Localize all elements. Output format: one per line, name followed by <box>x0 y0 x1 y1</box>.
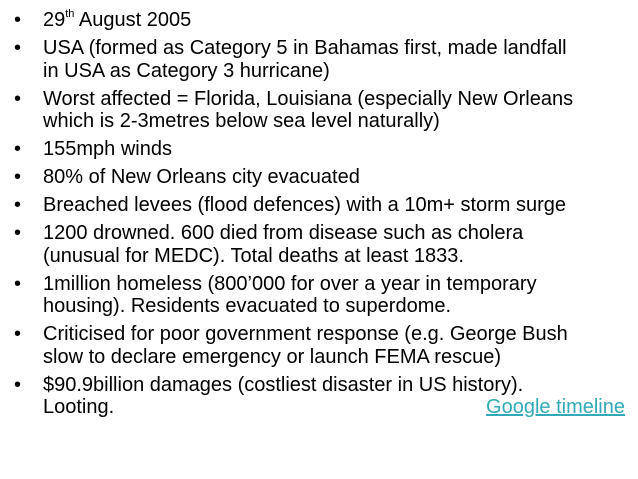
bullet-text-line: 155mph winds <box>43 138 172 160</box>
bullet-marker: • <box>14 194 22 216</box>
bullet-marker: • <box>14 138 22 160</box>
bullet-levees <box>14 194 624 217</box>
bullet-text-line: $90.9billion damages (costliest disaster in US history). <box>43 373 524 396</box>
bullet-evacuated <box>14 166 624 189</box>
bullet-marker: • <box>14 37 22 59</box>
bullet-worst-affected <box>14 88 624 133</box>
date-day: 29 <box>43 9 66 31</box>
bullet-text-line: Worst affected = Florida, Louisiana (especially New Orleans <box>43 87 574 110</box>
bullet-location <box>14 37 624 82</box>
bullet-date <box>14 9 624 32</box>
bullet-deaths <box>14 222 624 267</box>
bullet-last-line <box>43 396 625 419</box>
bullet-marker: • <box>14 272 22 295</box>
bullet-text-line: 1200 drowned. 600 died from disease such as cholera <box>43 222 524 244</box>
date-rest: August 2005 <box>74 9 192 31</box>
bullet-marker: • <box>14 166 22 188</box>
bullet-marker: • <box>14 373 22 396</box>
bullet-criticised <box>14 323 624 368</box>
looting-text: Looting. <box>43 396 115 418</box>
bullet-text-line: in USA as Category 3 hurricane) <box>43 59 330 82</box>
bullet-damages <box>14 374 624 419</box>
bullet-text-line: 1million homeless (800’000 for over a year in temporary <box>43 272 537 295</box>
bullet-homeless <box>14 273 624 318</box>
bullet-winds <box>14 138 624 161</box>
bullet-text-line: Criticised for poor government response (e.g. George Bush <box>43 323 568 345</box>
bullet-marker: • <box>14 87 22 110</box>
bullet-text-line: (unusual for MEDC). Total deaths at least 1833. <box>43 244 464 267</box>
bullet-marker: • <box>14 323 22 345</box>
date-suffix: th <box>65 8 75 21</box>
bullet-text-line: 80% of New Orleans city evacuated <box>43 166 360 188</box>
bullet-text-line: housing). Residents evacuated to superdome. <box>43 295 452 317</box>
bullet-marker: • <box>14 9 22 31</box>
bullet-text-line: which is 2-3metres below sea level naturally) <box>43 110 440 132</box>
bullet-text-line: Breached levees (flood defences) with a 10m+ storm surge <box>43 194 567 216</box>
bullet-text-line: slow to declare emergency or launch FEMA rescue) <box>43 345 501 368</box>
date-line <box>43 9 624 32</box>
bullet-text-line: USA (formed as Category 5 in Bahamas first, made landfall <box>43 37 567 59</box>
bullet-marker: • <box>14 222 22 244</box>
bullet-list <box>14 9 624 424</box>
google-timeline-link[interactable]: Google timeline <box>486 396 625 418</box>
